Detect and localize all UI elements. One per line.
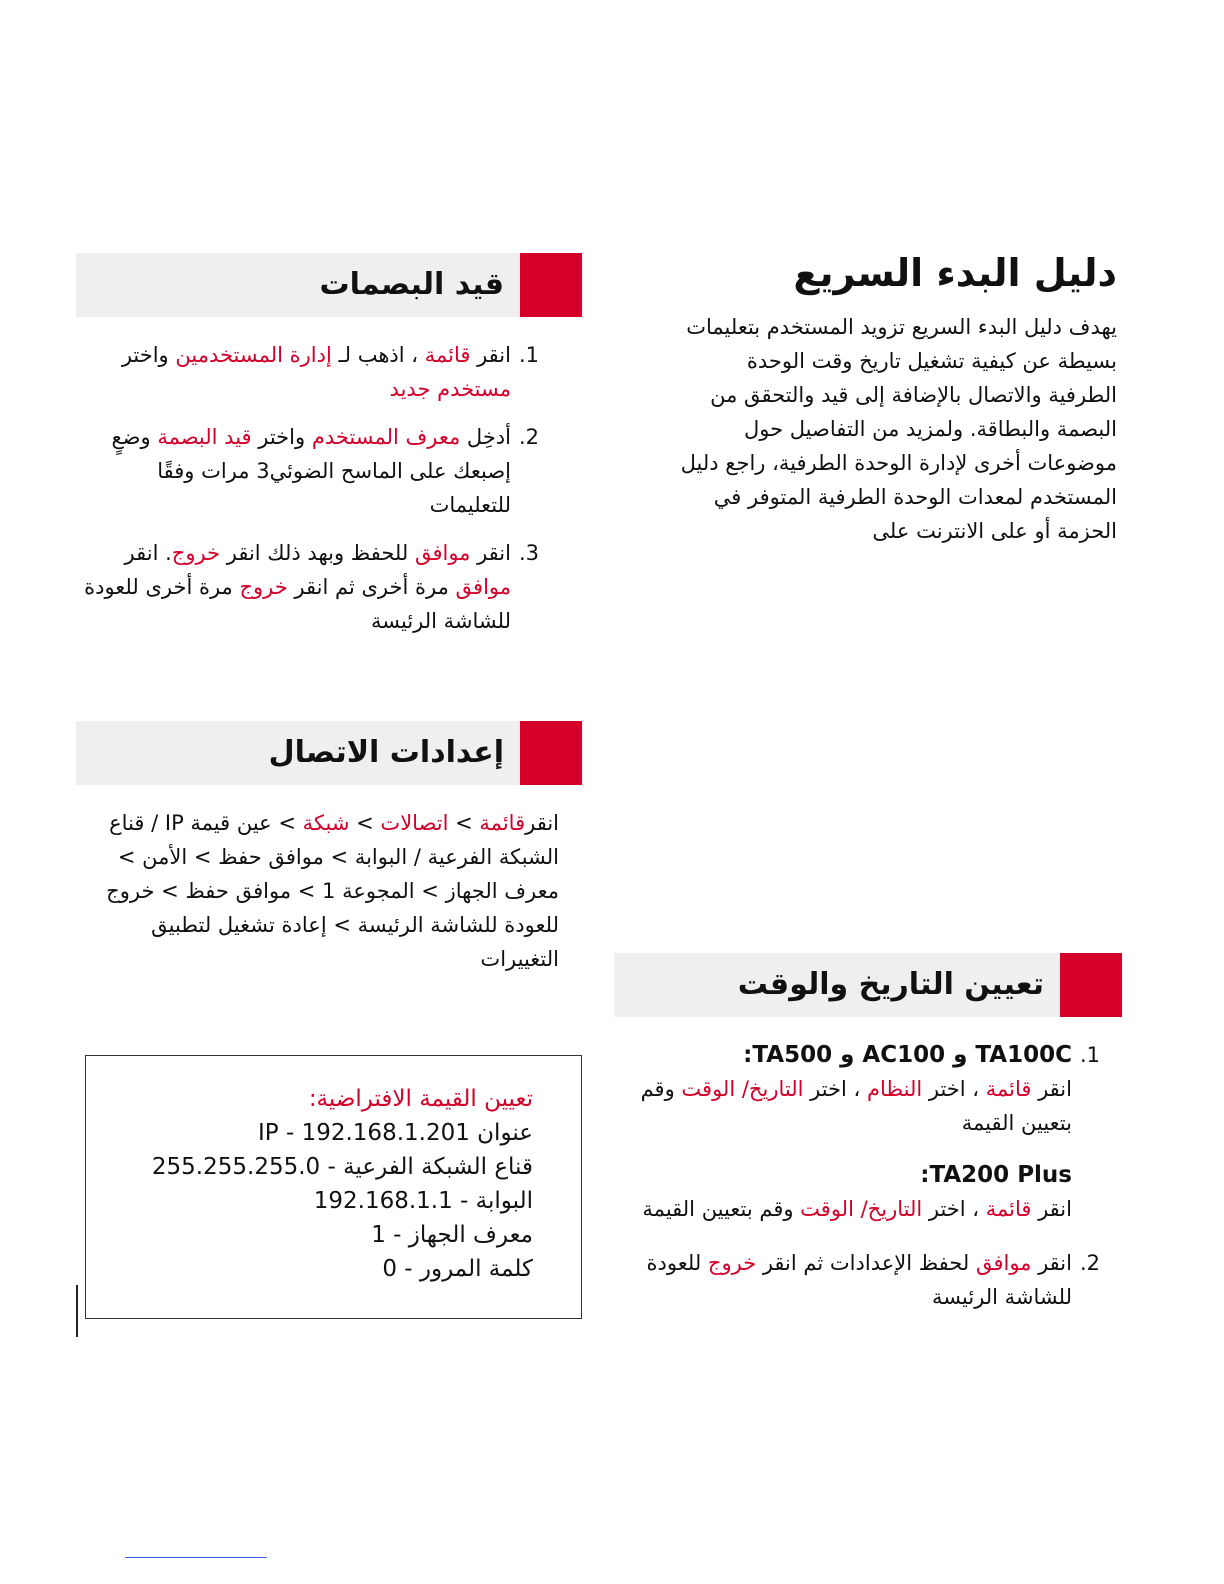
exit-term: خروج bbox=[171, 541, 221, 565]
ok-term: موافق bbox=[975, 1251, 1032, 1275]
menu-term: قائمة bbox=[985, 1077, 1032, 1101]
connection-section-header bbox=[76, 721, 582, 785]
default-password: كلمة المرور - 0 bbox=[382, 1256, 533, 1282]
step-number: 1. bbox=[518, 343, 539, 367]
text: ، اختر bbox=[922, 1077, 986, 1101]
text: > عين قيمة IP / قناع الشبكة الفرعية / البوابة > موافق حفظ > الأمن > معرف الجهاز > المجوعة 1 > موافق حفظ > خروج للعودة للشاشة الرئيسة > إعادة تشغيل لتطبيق التغييرات bbox=[106, 811, 559, 971]
default-values-title: تعيين القيمة الافتراضية: bbox=[308, 1086, 533, 1112]
text: للحفظ وبهد ذلك انقر bbox=[220, 541, 415, 565]
default-device-id: معرف الجهاز - 1 bbox=[371, 1222, 533, 1248]
text: لحفظ الإعدادات ثم انقر bbox=[756, 1251, 976, 1275]
system-term: النظام bbox=[866, 1077, 923, 1101]
text: مرة أخرى ثم انقر bbox=[287, 575, 456, 599]
default-gateway: البوابة - 192.168.1.1 bbox=[313, 1188, 533, 1214]
text: > bbox=[448, 811, 480, 835]
user-management-term: إدارة المستخدمين bbox=[175, 343, 332, 367]
network-term: شبكة bbox=[302, 811, 350, 835]
new-user-term: مستخدم جديد bbox=[389, 377, 511, 401]
datetime-section-header bbox=[614, 953, 1122, 1017]
text: انقر bbox=[1031, 1197, 1072, 1221]
default-ip: عنوان IP - 192.168.1.201 bbox=[258, 1120, 533, 1146]
datetime-steps bbox=[632, 1038, 1100, 1328]
text: مرة أخرى للعودة للشاشة الرئيسة bbox=[84, 575, 511, 633]
models-instructions bbox=[632, 1072, 1072, 1140]
text: انقر bbox=[525, 811, 559, 835]
text: انقر bbox=[470, 343, 511, 367]
text: وقم بتعيين القيمة bbox=[642, 1197, 801, 1221]
step-number: 3. bbox=[518, 541, 539, 565]
text: ، اختر bbox=[922, 1197, 986, 1221]
default-subnet: قناع الشبكة الفرعية - 255.255.255.0 bbox=[151, 1154, 533, 1180]
ok-term: موافق bbox=[455, 575, 511, 599]
menu-term: قائمة bbox=[424, 343, 471, 367]
connections-term: اتصالات bbox=[380, 811, 449, 835]
text: ، اختر bbox=[803, 1077, 867, 1101]
fingerprint-step-1 bbox=[77, 338, 539, 406]
fingerprint-step-2 bbox=[77, 420, 539, 522]
datetime-step-2 bbox=[632, 1246, 1100, 1314]
section-marker bbox=[1060, 953, 1122, 1017]
datetime-step-1 bbox=[632, 1038, 1100, 1226]
datetime-term: التاريخ/ الوقت bbox=[800, 1197, 923, 1221]
exit-term: خروج bbox=[239, 575, 288, 599]
connection-section-title: إعدادات الاتصال bbox=[268, 735, 504, 770]
fingerprint-section-header bbox=[76, 253, 582, 317]
exit-term: خروج bbox=[707, 1251, 757, 1275]
step-number: 2. bbox=[518, 425, 539, 449]
text: واختر bbox=[121, 343, 176, 367]
text: . انقر bbox=[124, 541, 172, 565]
connection-instructions bbox=[99, 806, 559, 976]
text: ، اذهب لـ bbox=[331, 343, 425, 367]
text: واختر bbox=[251, 425, 312, 449]
margin-line bbox=[76, 1285, 78, 1337]
user-id-term: معرف المستخدم bbox=[311, 425, 461, 449]
section-marker bbox=[520, 253, 582, 317]
ok-term: موافق bbox=[414, 541, 471, 565]
footer-link-underline[interactable] bbox=[125, 1557, 267, 1558]
datetime-term: التاريخ/ الوقت bbox=[681, 1077, 804, 1101]
text: > bbox=[349, 811, 381, 835]
text: وضعٍ إصبعك على الماسح الضوئي3 مرات وفقًا للتعليمات bbox=[111, 425, 511, 517]
default-values-box bbox=[85, 1055, 582, 1319]
text: للعودة للشاشة الرئيسة bbox=[646, 1251, 1072, 1309]
step-number: 2. bbox=[1079, 1251, 1100, 1275]
text: وقم بتعيين القيمة bbox=[640, 1077, 1072, 1135]
menu-term: قائمة bbox=[479, 811, 526, 835]
text: أدخِل bbox=[460, 425, 511, 449]
text: انقر bbox=[470, 541, 511, 565]
default-values-list bbox=[113, 1082, 533, 1286]
fingerprint-step-3 bbox=[77, 536, 539, 638]
enroll-fingerprint-term: قيد البصمة bbox=[157, 425, 252, 449]
text: انقر bbox=[1031, 1251, 1072, 1275]
page-title: دليل البدء السريع bbox=[793, 251, 1117, 295]
models-heading: TA100C و AC100 و TA500: bbox=[743, 1042, 1072, 1068]
datetime-section-title: تعيين التاريخ والوقت bbox=[737, 967, 1044, 1002]
section-marker bbox=[520, 721, 582, 785]
text: انقر bbox=[1031, 1077, 1072, 1101]
fingerprint-section-title: قيد البصمات bbox=[319, 267, 504, 302]
model-heading-ta200: TA200 Plus: bbox=[920, 1162, 1072, 1188]
fingerprint-steps bbox=[77, 338, 539, 652]
step-number: 1. bbox=[1079, 1043, 1100, 1067]
ta200-instructions bbox=[632, 1192, 1072, 1226]
intro-paragraph: يهدف دليل البدء السريع تزويد المستخدم بتعليمات بسيطة عن كيفية تشغيل تاريخ وقت الوحدة الطرفية والاتصال بالإضافة إلى قيد والتحقق من البصمة والبطاقة. ولمزيد من التفاصيل حول موضوعات أخرى لإدارة الوحدة الطرفية، راجع دليل المستخدم لمعدات الوحدة الطرفية المتوفر في الحزمة أو على الانترنت على bbox=[680, 315, 1117, 543]
menu-term: قائمة bbox=[985, 1197, 1032, 1221]
